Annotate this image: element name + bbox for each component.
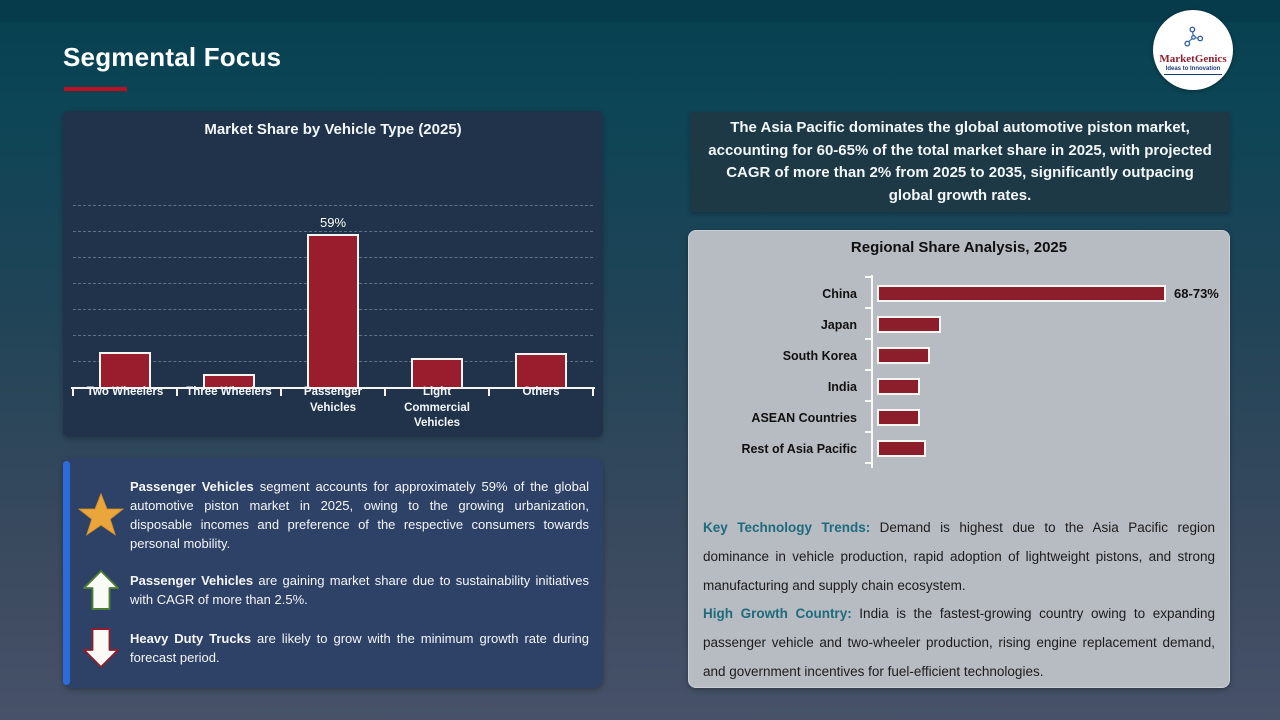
bar-cell <box>861 285 1219 302</box>
regional-panel <box>688 230 1230 688</box>
row-label: Rest of Asia Pacific <box>741 441 857 456</box>
row-label: China <box>822 286 857 301</box>
bar-column <box>385 205 489 387</box>
regional-chart-axis <box>871 275 873 468</box>
regional-chart-rows <box>701 278 1217 464</box>
molecule-icon <box>1180 25 1207 52</box>
regional-chart <box>701 278 1217 468</box>
bar-cell <box>861 378 1217 395</box>
insights-list <box>72 458 593 688</box>
list-item <box>72 569 593 611</box>
bar <box>515 353 567 387</box>
bar-value-label: 59% <box>319 214 347 230</box>
accent-bar <box>63 461 70 685</box>
axis-tick <box>865 400 871 402</box>
logo <box>1153 10 1233 90</box>
asia-pacific-callout <box>690 112 1230 212</box>
insight-body: are gaining market share due to sustainability initiatives with CAGR of more than 2.5%. <box>130 573 589 608</box>
category-label: Light Commercial Vehicles <box>404 386 470 430</box>
vehicle-chart-categories <box>73 385 593 432</box>
axis-tick <box>865 431 871 433</box>
bar-column <box>73 205 177 387</box>
bar-cell <box>861 347 1217 364</box>
axis-tick <box>865 338 871 340</box>
list-item <box>72 477 593 554</box>
bar <box>307 234 359 387</box>
note-body: India is the fastest-growing country owing to expanding passenger vehicle and two-wheeler production, rising engine replacement demand, and government incentives for fuel-efficient technologies. <box>703 606 1215 679</box>
chart-row <box>701 309 1217 340</box>
bar <box>411 358 463 387</box>
bar-value-label: 68-73% <box>1174 286 1219 301</box>
page-title: Segmental Focus <box>63 42 282 72</box>
bar <box>877 285 1166 302</box>
chart-row <box>701 340 1217 371</box>
row-label: Japan <box>820 317 857 332</box>
row-label: India <box>827 379 857 394</box>
logo-name: MarketGenics <box>1159 52 1227 65</box>
title-underline <box>64 87 127 91</box>
chart-row <box>701 371 1217 402</box>
bar <box>877 316 941 333</box>
regional-notes <box>703 514 1215 687</box>
regional-chart-title: Regional Share Analysis, 2025 <box>850 239 1068 256</box>
vehicle-chart-bars <box>73 205 593 387</box>
list-item <box>72 627 593 669</box>
note-paragraph <box>703 600 1215 686</box>
axis-tick <box>865 462 871 464</box>
category-label: Two Wheelers <box>86 386 164 399</box>
bar <box>877 409 920 426</box>
insight-text <box>130 477 593 554</box>
star-icon <box>72 493 130 537</box>
chart-row <box>701 402 1217 433</box>
axis-tick <box>865 276 871 278</box>
insights-panel <box>63 458 603 688</box>
bar-column <box>489 205 593 387</box>
vehicle-chart-plot <box>73 205 593 387</box>
note-body: Demand is highest due to the Asia Pacific region dominance in vehicle production, rapid adoption of lightweight pistons, and strong manufacturing and supply chain ecosystem. <box>703 520 1216 593</box>
bar-cell <box>861 316 1217 333</box>
bar-cell <box>861 440 1217 457</box>
chart-row <box>701 278 1217 309</box>
insight-lead: Passenger Vehicles <box>130 573 254 589</box>
insight-text <box>130 571 593 609</box>
axis-tick <box>865 307 871 309</box>
note-lead: Key Technology Trends: <box>703 520 871 535</box>
row-label: ASEAN Countries <box>751 410 857 425</box>
bar-column <box>281 205 385 387</box>
axis-tick <box>865 369 871 371</box>
insight-body: are likely to grow with the minimum growth rate during forecast period. <box>130 631 589 666</box>
chart-row <box>701 433 1217 464</box>
insight-body: segment accounts for approximately 59% of the global automotive piston market in 2025, owing to the growing urbanization, disposable incomes and preference of the respective consumers towards personal mobility. <box>130 478 590 552</box>
note-lead: High Growth Country: <box>703 606 852 622</box>
bar <box>877 378 920 395</box>
callout-text: The Asia Pacific dominates the global automotive piston market, accounting for 60-65% of the total market share in 2025, with projected CAGR of more than 2% from 2025 to 2035, significantly outpacing global growth rates. <box>708 119 1212 204</box>
bar <box>877 347 930 364</box>
category-label: Others <box>522 386 560 399</box>
top-strip <box>0 0 1280 22</box>
arrow-up-icon <box>72 569 130 611</box>
arrow-down-icon <box>72 627 130 669</box>
insight-lead: Passenger Vehicles <box>130 478 254 494</box>
vehicle-chart-title: Market Share by Vehicle Type (2025) <box>204 121 462 138</box>
bar-column <box>177 205 281 387</box>
note-paragraph <box>703 514 1215 600</box>
bar <box>877 440 926 457</box>
category-label: Three Wheelers <box>186 386 272 399</box>
vehicle-chart-panel <box>63 111 603 437</box>
bar-cell <box>861 409 1217 426</box>
logo-tagline: Ideas to Innovation <box>1164 65 1223 75</box>
row-label: South Korea <box>782 348 857 363</box>
insight-text <box>130 629 593 667</box>
category-label: Passenger Vehicles <box>303 386 363 414</box>
bar <box>99 352 151 387</box>
insight-lead: Heavy Duty Trucks <box>130 631 252 647</box>
